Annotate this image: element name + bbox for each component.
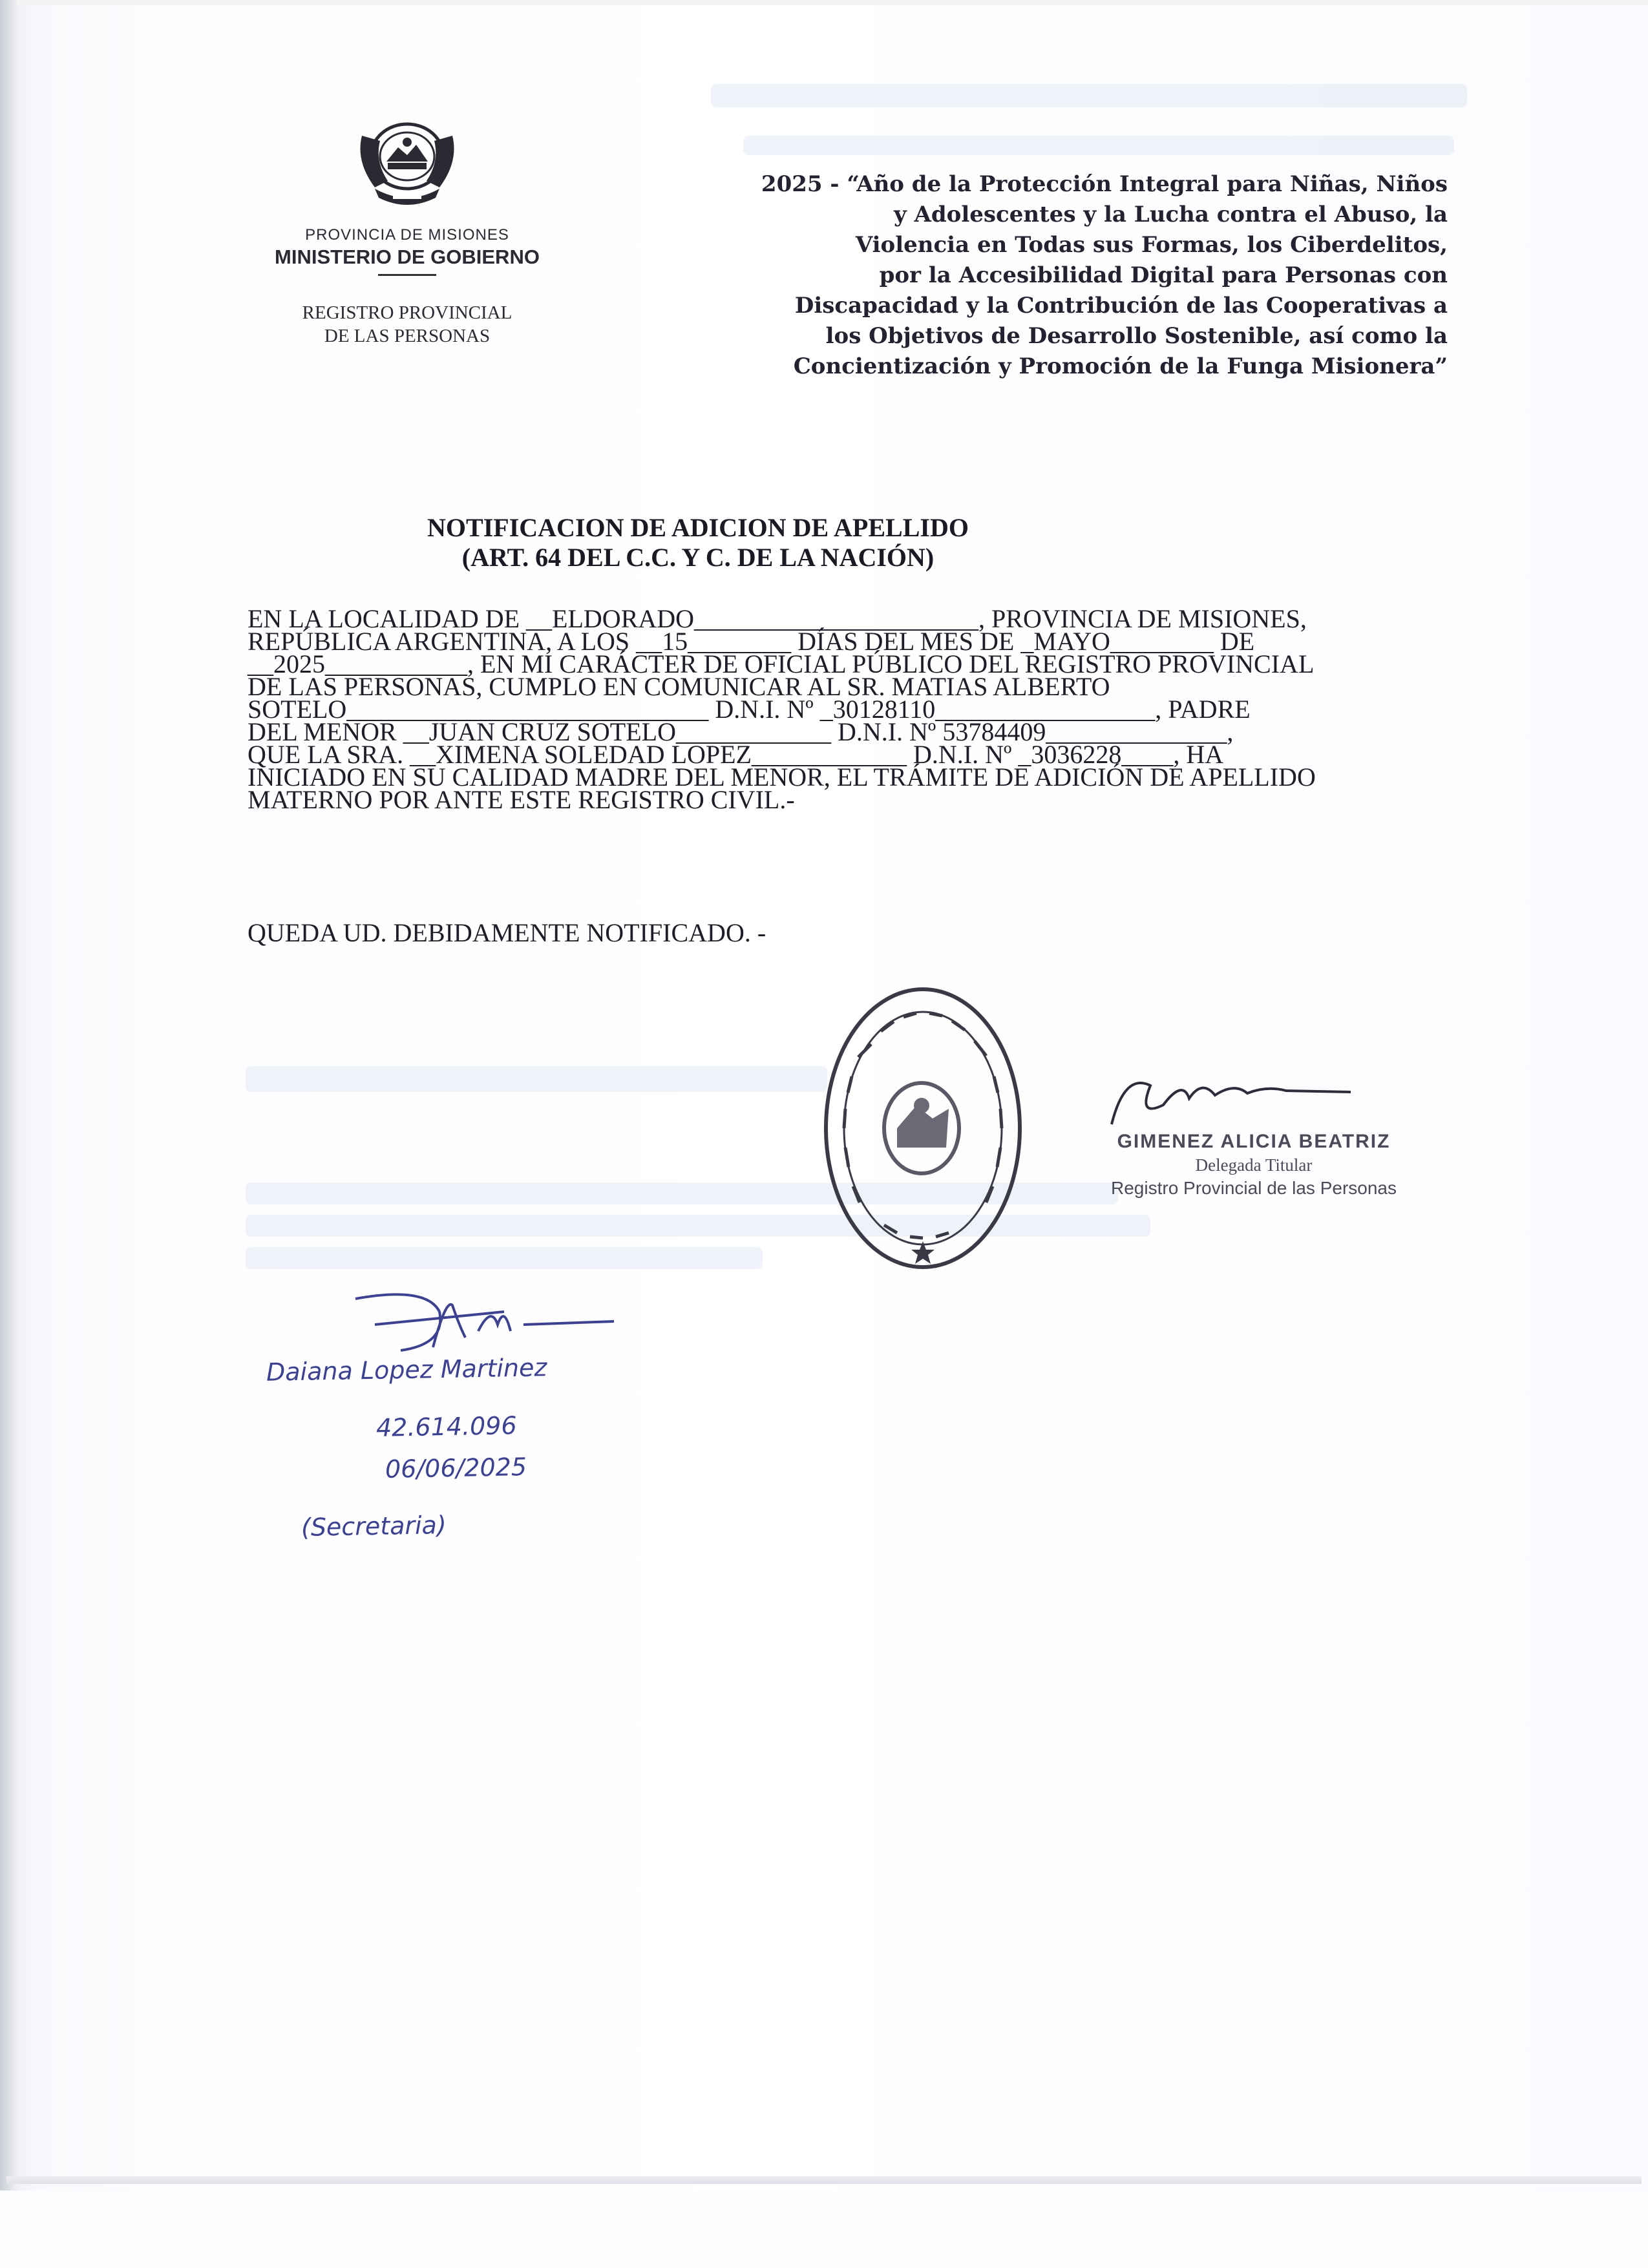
official-stamp-icon [819, 980, 1026, 1277]
bleed-through [246, 1066, 827, 1092]
bleed-through [711, 84, 1467, 107]
motto-line: 2025 - “Año de la Protección Integral para Niñas, Niños [761, 171, 1448, 197]
bleed-through [246, 1247, 763, 1269]
registry-name [252, 301, 562, 348]
scan-bottom-margin [0, 2190, 1648, 2268]
body-line: INICIADO EN SU CALIDAD MADRE DEL MENOR, EL TRÁMITE DE ADICIÓN DE APELLIDO [248, 762, 1316, 792]
motto-line: Concientización y Promoción de la Funga Misionera” [793, 353, 1448, 379]
registrar-name: GIMENEZ ALICIA BEATRIZ [1117, 1131, 1391, 1152]
registrar-signature-icon [1099, 1060, 1357, 1131]
registrar-block [1092, 1131, 1415, 1199]
scan-top-edge [0, 0, 1648, 5]
body-line: DEL MENOR __JUAN CRUZ SOTELO____________ D.N.I. Nº 53784409______________, [248, 717, 1234, 746]
scan-left-edge [0, 0, 17, 2268]
bleed-through [743, 136, 1454, 155]
motto-line: y Adolescentes y la Lucha contra el Abuso, la [893, 202, 1448, 227]
document-title [246, 513, 1150, 572]
handwritten-dni: 42.614.096 [375, 1411, 517, 1442]
year-motto [646, 169, 1448, 382]
body-line: QUE LA SRA. __XIMENA SOLEDAD LOPEZ____________ D.N.I. Nº _3036228____, HA [248, 740, 1224, 769]
institution-block [246, 226, 569, 276]
handwritten-name: Daiana Lopez Martinez [266, 1353, 547, 1387]
registrar-office: Registro Provincial de las Personas [1111, 1178, 1397, 1198]
body-line: DE LAS PERSONAS, CUMPLO EN COMUNICAR AL SR. MATIAS ALBERTO [248, 672, 1110, 701]
motto-line: Discapacidad y la Contribución de las Cooperativas a [794, 293, 1448, 319]
motto-line: por la Accesibilidad Digital para Personas con [879, 262, 1448, 288]
handwritten-role: (Secretaria) [301, 1511, 447, 1542]
body-line: MATERNO POR ANTE ESTE REGISTRO CIVIL.- [248, 785, 795, 814]
provincia-crest-icon [349, 116, 465, 213]
notified-signature-icon [349, 1286, 620, 1357]
scan-fold-line [6, 2176, 1642, 2184]
body-line: EN LA LOCALIDAD DE __ELDORADO______________________, PROVINCIA DE MISIONES, [248, 604, 1307, 633]
body-line: REPÚBLICA ARGENTINA, A LOS __15________ DÍAS DEL MES DE _MAYO________ DE [248, 627, 1255, 656]
motto-line: Violencia en Todas sus Formas, los Ciberdelitos, [855, 232, 1448, 258]
notified-statement: QUEDA UD. DEBIDAMENTE NOTIFICADO. - [248, 918, 766, 947]
divider [378, 274, 436, 276]
body-line: __2025___________, EN MI CARÁCTER DE OFICIAL PÚBLICO DEL REGISTRO PROVINCIAL [248, 649, 1315, 678]
province-name: PROVINCIA DE MISIONES [305, 226, 509, 244]
ministry-name: MINISTERIO DE GOBIERNO [275, 246, 540, 268]
title-line: NOTIFICACION DE ADICION DE APELLIDO [427, 513, 969, 542]
registrar-role: Delegada Titular [1195, 1155, 1313, 1175]
registry-line: REGISTRO PROVINCIAL [302, 302, 512, 323]
handwritten-date: 06/06/2025 [385, 1453, 527, 1484]
registry-line: DE LAS PERSONAS [324, 326, 491, 346]
body-line: SOTELO____________________________ D.N.I. Nº _30128110_________________, PADRE [248, 695, 1251, 724]
title-line: (ART. 64 DEL C.C. Y C. DE LA NACIÓN) [461, 543, 935, 572]
motto-line: los Objetivos de Desarrollo Sostenible, así como la [825, 323, 1448, 349]
